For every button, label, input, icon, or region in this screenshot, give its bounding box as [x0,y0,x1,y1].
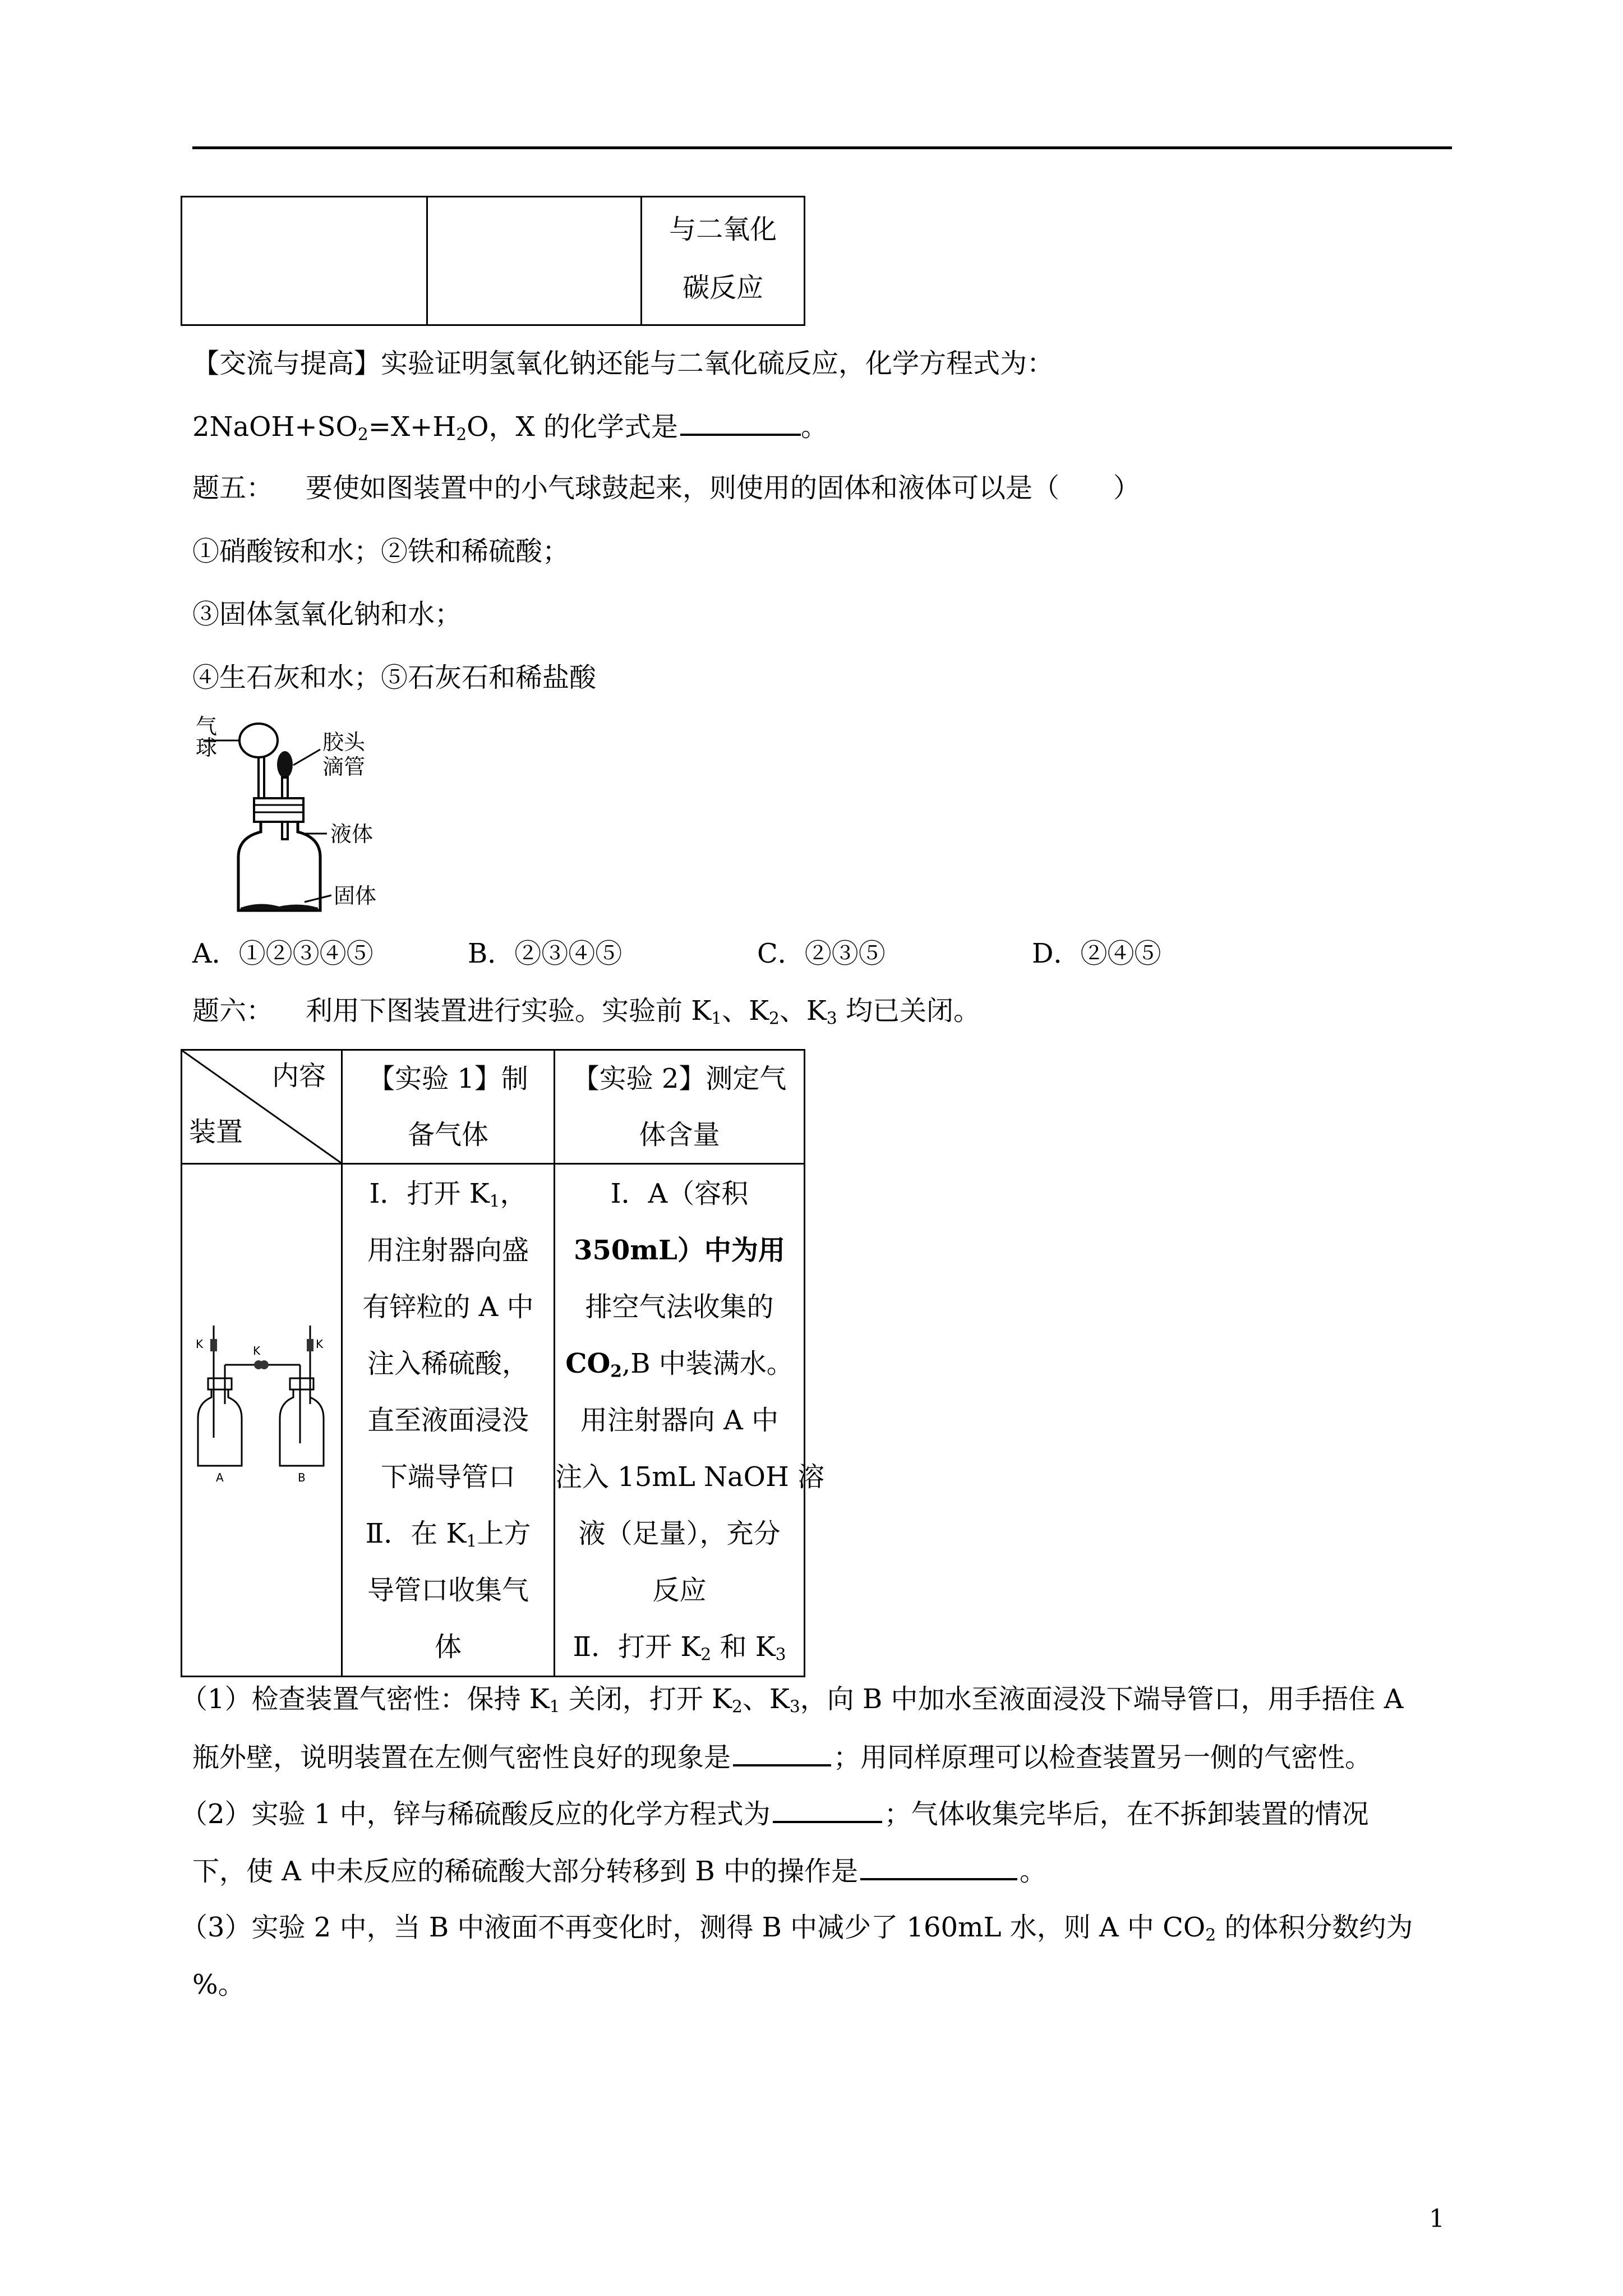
label-dropper-1: 胶头 [322,730,366,754]
exp1-line-4: 注入稀硫酸， [367,1348,529,1379]
q6-stem-b: 、K [722,995,769,1027]
header-rule [192,146,1452,149]
top-table-text-2: 碳反应 [683,272,764,303]
label-solid: 固体 [334,884,377,908]
exp2-line-4: $CO_2,B$ 中装满水。 [565,1348,794,1382]
exp1-line-8: 导管口收集气 [367,1575,529,1606]
q5-stem: 要使如图装置中的小气球鼓起来，则使用的固体和液体可以是（ ） [306,472,1141,504]
dropper-bulb [277,751,293,778]
label-balloon-1: 气 [196,714,218,739]
q5-stem-line [192,471,1140,505]
top-table-text-1: 与二氧化 [669,214,777,245]
exp1-line-5: 直至液面浸没 [367,1405,529,1436]
q5-options-line-1: ①硝酸铵和水；②铁和稀硫酸； [192,536,570,567]
exp2-line-8: 反应 [652,1575,707,1606]
equation-part-3: O，X 的化学式是 [467,411,678,443]
exp2-line-9: Ⅱ．打开 $K_2$ 和 $K_3$ [573,1631,786,1665]
solid-layer [241,904,318,910]
choice-d[interactable]: D．②④⑤ [1032,938,1161,969]
page-number: 1 [1429,2205,1445,2233]
two-bottle-apparatus [190,1303,336,1494]
exp2-header-1: 【实验 2】测定气 [572,1063,787,1094]
exp1-line-1: Ⅰ．打开 $K_1$， [369,1178,527,1212]
q6-stem-sub-3: 3 [826,1009,837,1029]
q6-table [181,1049,825,1677]
top-table-cell-3 [642,197,805,325]
equation-part-2: =X+H [368,411,457,443]
exp2-line-5: 用注射器向 A 中 [580,1405,779,1436]
clamp-k3 [307,1339,313,1351]
label-dropper-2: 滴管 [322,754,366,779]
exp1-line-9: 体 [434,1631,462,1663]
top-table-cell-1 [182,197,427,325]
q6-part2-line2: 下，使 A 中未反应的稀硫酸大部分转移到 B 中的操作是 。 [192,1853,1046,1888]
exp2-content [555,1166,825,1676]
header-content: 内容 [272,1060,326,1092]
q6-stem-c: 、K [779,995,827,1027]
exp2-line-1: Ⅰ．A（容积 [610,1178,749,1209]
balloon-apparatus-figure [192,711,405,924]
q6-stem-line [192,994,980,1028]
choice-c[interactable]: C．②③⑤ [757,938,886,969]
exp2-header-2: 体含量 [639,1119,720,1151]
label-a: A [216,1471,224,1484]
q6-stem-a: 利用下图装置进行实验。实验前 K [306,995,712,1027]
top-table-cell-2 [427,197,642,325]
label-b: B [298,1471,306,1484]
exp1-header-2: 备气体 [407,1119,488,1151]
exp1-header [343,1051,554,1163]
q6-stem-sub-2: 2 [768,1009,780,1029]
q6-part3-line2: %。 [192,1969,245,2000]
answer-blank-operation[interactable] [860,1853,1017,1880]
choice-b[interactable]: B．②③④⑤ [468,938,623,969]
balloon-shape [239,724,278,757]
q6-part1-line2: 瓶外壁，说明装置在左侧气密性良好的现象是 ；用同样原理可以检查装置另一侧的气密性。 [192,1740,1372,1774]
q6-part3-line1: （3）实验 2 中，当 B 中液面不再变化时，测得 B 中减少了 160mL 水，则 A 中 $CO_2$ 的体积分数约为 [181,1912,1413,1945]
q6-part2-line1: （2）实验 1 中，锌与稀硫酸反应的化学方程式为 ；气体收集完毕后，在不拆卸装置的情况 [181,1796,1369,1831]
exp1-line-7: Ⅱ．在 $K_1$上方 [365,1518,531,1552]
clamp-k1 [210,1339,217,1351]
header-device: 装置 [189,1116,243,1148]
exp2-line-6: 注入 15mL NaOH 溶 [555,1461,825,1493]
q5-title: 题五： [192,472,274,504]
top-table [181,196,805,326]
equation-end: 。 [800,411,828,443]
exp1-line-3: 有锌粒的 A 中 [362,1291,534,1323]
bottle-b [280,1388,324,1466]
label-k3: K [316,1337,324,1351]
q5-options-line-3: ④生石灰和水；⑤石灰石和稀盐酸 [192,662,597,693]
answer-blank-equation[interactable] [773,1796,882,1823]
bottle [238,822,320,910]
q6-title: 题六： [192,995,274,1027]
exp2-line-3: 排空气法收集的 [585,1291,774,1323]
q6-stem-sub-1: 1 [711,1009,722,1029]
exp1-line-6: 下端导管口 [380,1461,515,1493]
exp2-header [555,1051,804,1163]
bottle-a [198,1388,242,1466]
equation-part-1: 2NaOH+SO [192,411,358,443]
answer-blank-airtight[interactable] [733,1740,831,1766]
exp1-line-2: 用注射器向盛 [367,1235,529,1266]
exp1-content [343,1166,554,1676]
label-k2: K [253,1344,261,1358]
label-balloon-2: 球 [196,735,218,760]
answer-blank-x[interactable] [680,409,801,436]
exp2-line-7: 液（足量），充分 [578,1518,781,1549]
exp2-line-2: 350mL）中为用 [574,1235,785,1266]
label-liquid: 液体 [330,822,374,846]
equation-sub-1: 2 [357,425,368,445]
exp1-header-1: 【实验 1】制 [368,1063,528,1094]
choice-a[interactable]: A．①②③④⑤ [192,938,374,969]
exchange-equation [192,409,828,444]
equation-sub-2: 2 [456,425,467,445]
exchange-line-1: 【交流与提高】实验证明氢氧化钠还能与二氧化硫反应，化学方程式为： [192,348,1054,379]
q6-part1-line1: （1）检查装置气密性：保持 $K_1$ 关闭，打开 $K_2$、$K_3$，向 B 中加水至液面浸没下端导管口，用手捂住 A [181,1683,1404,1717]
q5-options-line-2: ③固体氢氧化钠和水； [192,599,462,630]
q6-stem-d: 均已关闭。 [837,995,980,1027]
label-k1: K [196,1337,204,1351]
stopper [254,798,303,822]
